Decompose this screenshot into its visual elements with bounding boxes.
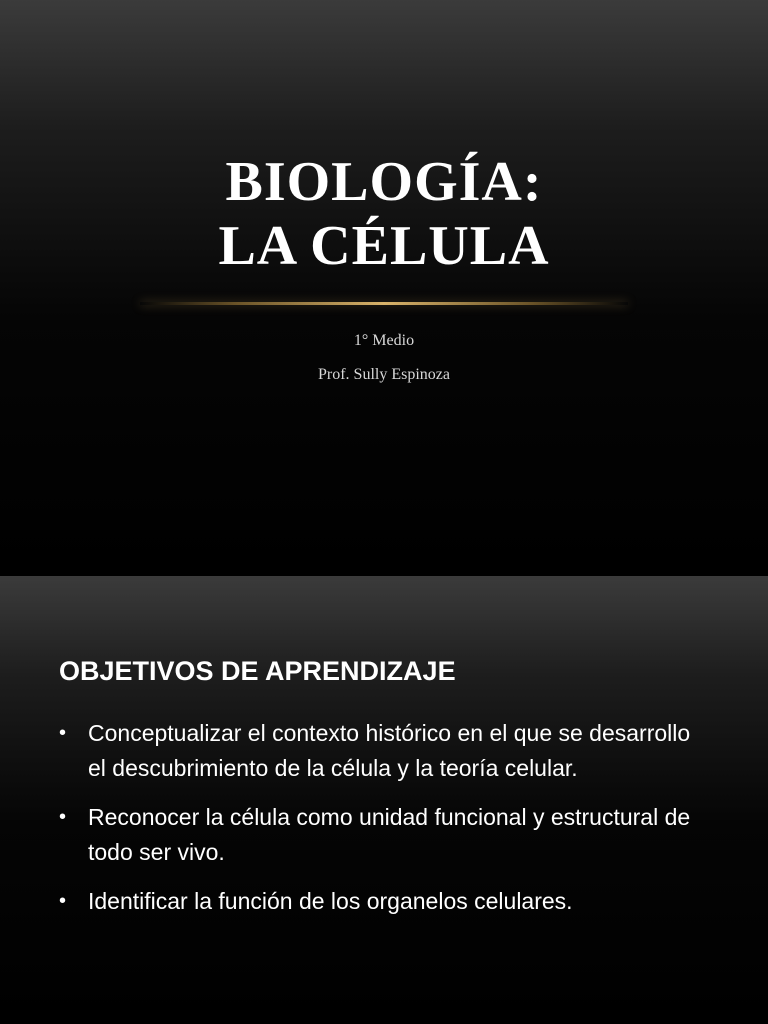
list-item	[59, 800, 699, 870]
objective-text: Reconocer la célula como unidad funcional y estructural de todo ser vivo.	[88, 804, 691, 865]
objectives-slide	[0, 576, 768, 1024]
objective-text: Identificar la función de los organelos celulares.	[88, 888, 573, 914]
subtitle-level: 1° Medio	[353, 332, 415, 349]
list-item	[59, 716, 699, 786]
bullet-icon: •	[59, 806, 67, 828]
objective-text: Conceptualizar el contexto histórico en el que se desarrollo el descubrimiento de la célula y la teoría celular.	[88, 720, 691, 781]
title-line-1: BIOLOGÍA:	[225, 151, 543, 213]
bullet-icon: •	[59, 722, 67, 744]
objectives-heading: OBJETIVOS DE APRENDIZAJE	[59, 656, 456, 686]
slide-title	[0, 150, 768, 278]
list-item	[59, 884, 699, 919]
gold-divider	[140, 302, 628, 305]
bullet-icon: •	[59, 890, 67, 912]
objectives-list	[59, 716, 699, 933]
title-line-2: LA CÉLULA	[218, 215, 550, 277]
subtitle-teacher: Prof. Sully Espinoza	[318, 366, 450, 383]
